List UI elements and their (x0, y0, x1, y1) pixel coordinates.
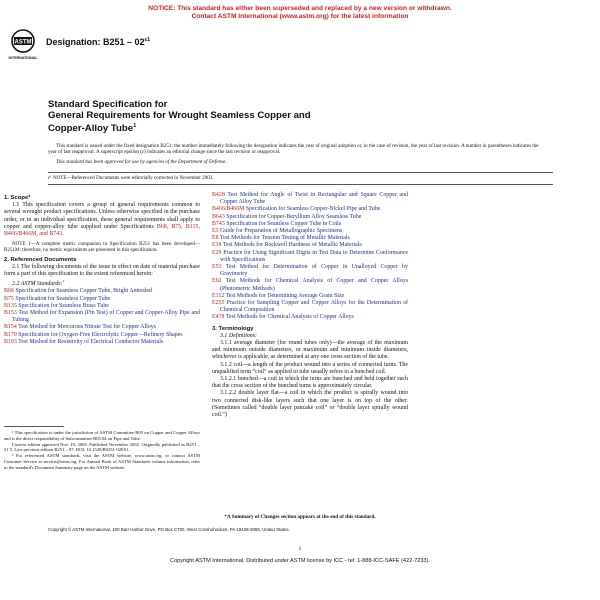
supersede-notice (0, 5, 600, 21)
left-column (4, 195, 200, 346)
reference-title[interactable]: Test Method for Expansion (Pin Test) of Copper and Copper-Alloy Pipe and Tubing (12, 310, 200, 324)
reference-title[interactable]: Test Methods for Chemical Analysis of Copper Alloys (225, 314, 354, 321)
reference-item[interactable] (4, 332, 200, 339)
term-3-1-2: 3.1.2 coil—a length of the product wound into a series of connected turns. The unqualified term “coil” as applied to tube usually refers to a bunched coil. (212, 361, 408, 375)
reference-item[interactable] (212, 278, 408, 292)
reference-code[interactable]: B643 (212, 213, 225, 220)
epsilon-note: ε¹ NOTE—Referenced Documents were editorially corrected in November 2003. (48, 175, 214, 181)
reference-title[interactable]: Guide for Preparation of Metallographic Specimens (220, 228, 343, 235)
designation-text: Designation: B251 – 02 (46, 37, 145, 47)
scope-spec-links[interactable]: B68, B75, B135, B466/B466M, and B743. (4, 223, 200, 238)
intro-divider-2 (48, 184, 553, 185)
ref-2-2-text: 2.2 ASTM Standards: (12, 281, 63, 288)
footnote-1: ¹ This specification is under the jurisdiction of ASTM Committee B05 on Copper and Copper Alloys and is the direct responsibility of Subcommittee B05.04 on Pipe and Tube. (4, 430, 200, 441)
reference-item[interactable] (212, 214, 408, 221)
reference-title[interactable]: Specification for Seamless Copper Tube (15, 295, 111, 302)
svg-text:ASTM: ASTM (14, 39, 32, 46)
footnote-1b: Current edition approved Nov. 10, 2003. Published November 2002. Originally published as B251 – 51 T. Last previous edition B251 – 97. DOI: 10.1520/B0251-02E01. (4, 441, 200, 453)
reference-item[interactable] (212, 192, 408, 206)
reference-title[interactable]: Practice for Using Significant Digits in Test Data to Determine Conformance with Specifications (220, 249, 408, 263)
reference-code[interactable]: E255 (212, 300, 225, 307)
dod-approval: This standard has been approved for use by agencies of the Department of Defense. (56, 158, 227, 165)
right-reference-list (212, 192, 408, 322)
left-reference-list (4, 288, 200, 346)
svg-text:INTERNATIONAL: INTERNATIONAL (8, 56, 38, 60)
reference-code[interactable]: E8 (212, 235, 219, 242)
scope-1-1-text: 1.1 This specification covers a group of general requirements common to several wrought product specifications. Unless otherwise specified in the purchase order, or in an individual specification, these general requirements shall apply to copper and copper-alloy tube supplied under Specifications (4, 202, 200, 230)
title-line-1: Standard Specification for (48, 99, 168, 110)
note-1: NOTE 1—A complete metric companion to Specification B251 has been developed—B251M; therefore, no metric equivalents are presented in this specification. (4, 241, 200, 254)
reference-item[interactable] (4, 288, 200, 295)
term-3-1-text: 3.1 Definitions: (220, 332, 257, 339)
reference-title[interactable]: Test Methods for Determining Average Grain Size (225, 292, 345, 299)
astm-logo-icon (8, 28, 38, 62)
reference-title[interactable]: Specification for Copper-Beryllium Alloy Seamless Tube (226, 213, 362, 220)
reference-item[interactable] (4, 303, 200, 310)
reference-title[interactable]: Specification for Oxygen-Free Electrolytic Copper—Refinery Shapes (18, 331, 183, 338)
reference-title[interactable]: Test Methods for Tension Testing of Metallic Materials (219, 235, 350, 242)
reference-code[interactable]: E29 (212, 249, 222, 256)
reference-title[interactable]: Specification for Seamless Brass Tube (18, 302, 109, 309)
reference-code[interactable]: B743 (212, 220, 225, 227)
title-line-3-text: Copper-Alloy Tube (48, 123, 134, 135)
reference-code[interactable]: B428 (212, 192, 225, 198)
reference-title[interactable]: Test Method for Mercurous Nitrate Test for Copper Alloys (18, 324, 156, 331)
reference-title[interactable]: Test Method for Resistivity of Electrical Conductor Materials (18, 338, 164, 345)
footnote-2: ² For referenced ASTM standards, visit the ASTM website, www.astm.org, or contact ASTM Customer Service at service@astm.org. For Annual Book of ASTM Standards volume information, refer to the standard's Document Summary page on the ASTM website. (4, 453, 200, 470)
scope-1-1 (4, 202, 200, 238)
notice-line-2: Contact ASTM International (www.astm.org) for the latest information (191, 13, 409, 20)
title-footnote-mark: 1 (133, 123, 137, 129)
reference-code[interactable]: B135 (4, 302, 17, 309)
license-footer: Copyright ASTM International. Distributed under ASTM license by ICC - tel: 1-888-ICC-SAFE (422-7233). (170, 558, 430, 564)
reference-title[interactable]: Test Methods for Chemical Analysis of Copper and Copper Alloys (Photometric Methods) (220, 278, 408, 292)
reference-item[interactable] (212, 250, 408, 264)
issued-under: This standard is issued under the fixed designation B251; the number immediately following the designation indicates the year of original adoption or, in the case of revision, the year of last revision. A number in parentheses indicates the year of last reapproval. A superscript epsilon (ε) indicates an editorial change since the last revision or reapproval. (48, 143, 539, 156)
designation (46, 37, 150, 47)
notice-line-1: NOTICE: This standard has either been superseded and replaced by a new version or withdrawn. (148, 5, 452, 12)
reference-item[interactable] (4, 324, 200, 331)
reference-item[interactable] (212, 206, 408, 213)
reference-item[interactable] (212, 293, 408, 300)
term-3-1 (212, 333, 408, 340)
reference-item[interactable] (212, 264, 408, 278)
footnote-divider (4, 426, 64, 427)
refdocs-heading: 2. Referenced Documents (4, 256, 77, 263)
reference-item[interactable] (4, 339, 200, 346)
reference-code[interactable]: E112 (212, 292, 225, 299)
reference-item[interactable] (212, 242, 408, 249)
page-number: 1 (298, 546, 302, 552)
reference-title[interactable]: Specification for Seamless Copper Tube, Bright Annealed (15, 288, 152, 295)
scope-heading: 1. Scope* (4, 195, 31, 201)
reference-title[interactable]: Specification for Seamless Copper Tube in Coils (226, 220, 342, 227)
term-3-1-2-2: 3.1.2.2 double layer flat—a coil in which the product is spirally wound into two connected disk-like layers such that one layer is on top of the other. (Sometimes called “double layer pancake coil” or “double layer spirally wound coil.”) (212, 390, 408, 419)
reference-code[interactable]: B193 (4, 338, 17, 345)
reference-item[interactable] (212, 300, 408, 314)
reference-code[interactable]: B75 (4, 295, 14, 302)
title-line-3 (48, 121, 428, 134)
ref-2-1: 2.1 The following documents of the issue in effect on date of material purchase form a part of this specification to the extent referenced herein: (4, 263, 200, 278)
reference-title[interactable]: Practice for Sampling Copper and Copper Alloys for the Determination of Chemical Composition (220, 300, 408, 314)
intro-block (48, 143, 548, 165)
reference-code[interactable]: E3 (212, 228, 219, 235)
terminology-heading: 3. Terminology (212, 325, 254, 332)
reference-title[interactable]: Test Method for Determination of Copper in Unalloyed Copper by Gravimetry (220, 264, 408, 278)
title-line-2: General Requirements for Wrought Seamless Copper and (48, 110, 311, 121)
reference-title[interactable]: Test Method for Angle of Twist in Rectangular and Square Copper and Copper Alloy Tube (220, 192, 409, 206)
reference-title[interactable]: Test Methods for Rockwell Hardness of Metallic Materials (222, 242, 362, 249)
ref-2-2 (4, 278, 200, 288)
reference-item[interactable] (212, 221, 408, 228)
reference-item[interactable] (4, 296, 200, 303)
reference-code[interactable]: B466/B466M (212, 206, 245, 213)
astm-logo (8, 28, 38, 62)
right-column (212, 192, 408, 419)
reference-code[interactable]: B153 (4, 310, 17, 317)
ref-2-2-sup: 2 (62, 279, 65, 284)
reference-code[interactable]: E53 (212, 264, 222, 271)
designation-epsilon: ε1 (144, 37, 151, 43)
reference-title[interactable]: Specification for Seamless Copper-Nickel Pipe and Tube (245, 206, 381, 213)
intro-divider (48, 172, 553, 173)
reference-code[interactable]: E18 (212, 242, 222, 249)
term-3-1-1: 3.1.1 average diameter (for round tubes only)—the average of the maximum and minimum outside diameters, or maximum and minimum inside diameters, whichever is applicable, as determined at any one cross section of the tube. (212, 340, 408, 361)
reference-code[interactable]: E478 (212, 314, 225, 321)
reference-item[interactable] (212, 314, 408, 321)
reference-code[interactable]: B154 (4, 324, 17, 331)
left-footnotes (4, 430, 200, 471)
summary-of-changes-note: *A Summary of Changes section appears at the end of this standard. (224, 514, 376, 520)
reference-code[interactable]: B170 (4, 331, 17, 338)
reference-code[interactable]: E62 (212, 278, 222, 285)
copyright-line: Copyright © ASTM International, 100 Barr Harbor Drive, PO Box C700, West Conshohocken, PA 19428-2959, United States. (48, 527, 290, 532)
reference-code[interactable]: B68 (4, 288, 14, 295)
reference-item[interactable] (4, 310, 200, 324)
term-3-1-2-1: 3.1.2.1 bunched—a coil in which the turns are bunched and held together such that the cross section of the bunched turns is approximately circular. (212, 376, 408, 390)
document-title (48, 99, 428, 134)
